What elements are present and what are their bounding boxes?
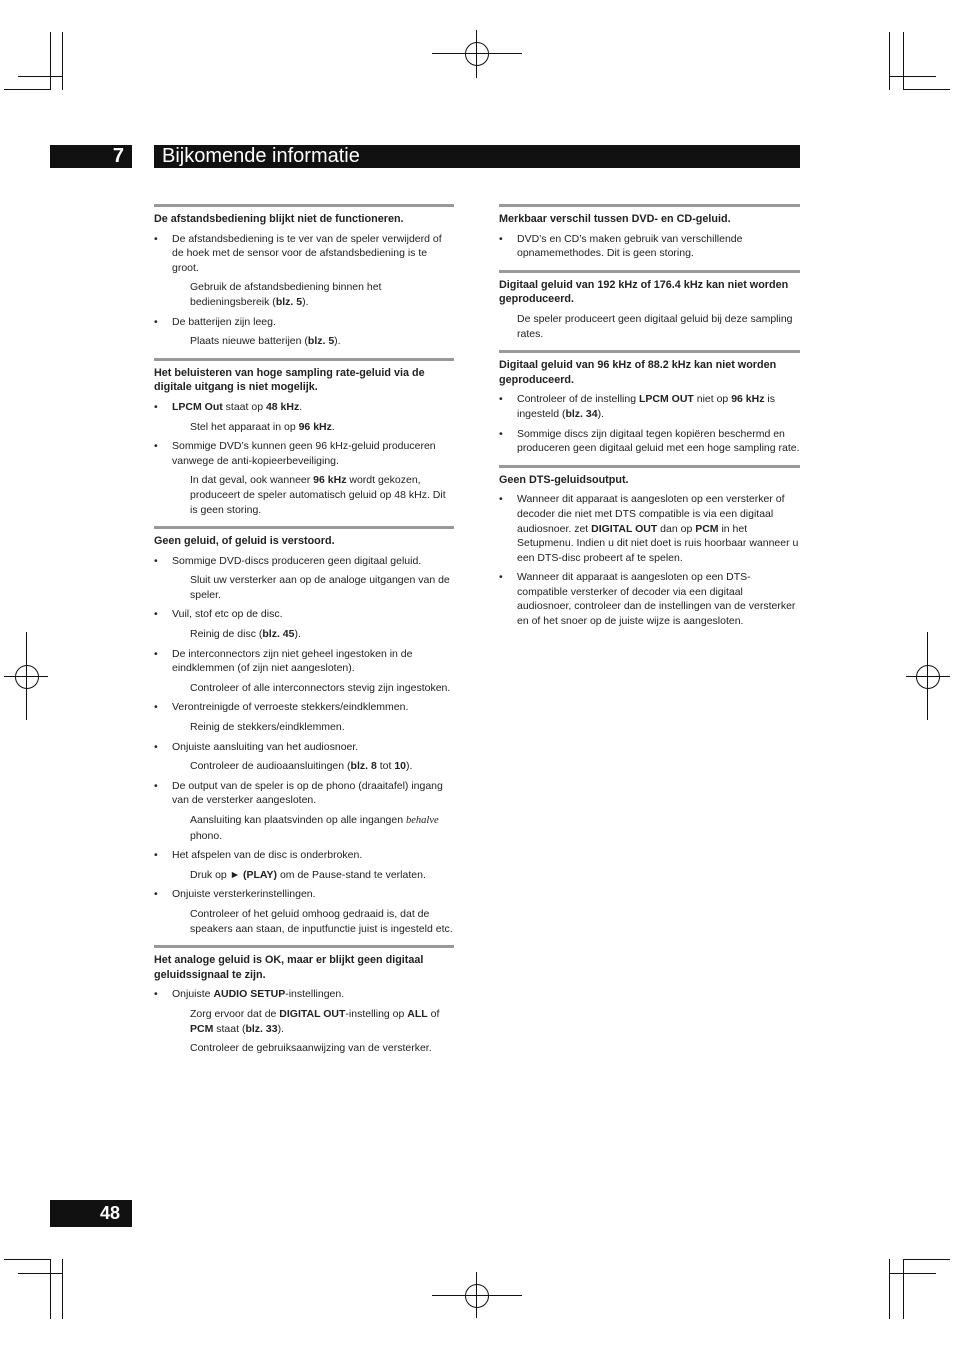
left-column [154,204,454,1065]
list-item: • Onjuiste aansluiting van het audiosnoer. [154,740,454,755]
section-sampling-rate [154,358,454,517]
list-item: • Onjuiste AUDIO SETUP-instellingen. [154,987,454,1002]
chapter-title: Bijkomende informatie [154,145,800,168]
section-heading: Digitaal geluid van 192 kHz of 176.4 kHz kan niet worden geproduceerd. [499,278,789,306]
solution: Controleer of het geluid omhoog gedraaid is, dat de speakers aan staan, de inputfunctie juist is ingesteld etc. [190,907,453,935]
list-item: • DVD’s en CD’s maken gebruik van verschillende opnamemethodes. Dit is geen storing. [499,232,800,261]
solution: Gebruik de afstandsbediening binnen het bedieningsbereik (blz. 5). [190,281,382,308]
section-heading: Het analoge geluid is OK, maar er blijkt geen digitaal geluidssignaal te zijn. [154,954,424,981]
list-item: • Sommige DVD-discs produceren geen digitaal geluid. [154,554,454,569]
section-dts [499,465,800,629]
list-item: • LPCM Out staat op 48 kHz. [154,400,454,415]
list-item: • Wanneer dit apparaat is aangesloten op een DTS-compatible versterker of decoder via een digitaal audiosnoer, controleer dan de instellingen van de versterker en of het snoer op de juiste wijze is aangesloten. [499,570,800,628]
section-heading: Merkbaar verschil tussen DVD- en CD-geluid. [499,213,731,225]
section-96khz [499,350,800,456]
paragraph: De speler produceert geen digitaal geluid bij deze sampling rates. [517,312,793,340]
list-item: • De output van de speler is op de phono (draaitafel) ingang van de versterker aangesloten. [154,779,454,808]
section-no-digital [154,945,454,1056]
list-item: • De interconnectors zijn niet geheel ingestoken in de eindklemmen (of zijn niet aangesloten). [154,647,454,676]
list-item: • Controleer of de instelling LPCM OUT niet op 96 kHz is ingesteld (blz. 34). [499,392,800,421]
page-number: 48 [50,1200,132,1227]
section-heading: Geen geluid, of geluid is verstoord. [154,535,335,548]
list-item: • De batterijen zijn leeg. [154,315,454,330]
solution: Controleer de audioaansluitingen (blz. 8 tot 10). [190,760,413,773]
list-item: • Het afspelen van de disc is onderbroken. [154,848,454,863]
section-192khz [499,270,800,341]
solution: Controleer de gebruiksaanwijzing van de versterker. [190,1042,432,1055]
list-item: • Onjuiste versterkerinstellingen. [154,887,454,902]
section-heading: Digitaal geluid van 96 kHz of 88.2 kHz kan niet worden geproduceerd. [499,359,777,386]
list-item: • Wanneer dit apparaat is aangesloten op een versterker of decoder die niet met DTS compatible is via een digitaal audiosnoer. zet DIGITAL OUT dan op PCM in het Setupmenu. Indien u dit niet doet is ruis hoorbaar wanneer u een DTS-disc probeert af te spelen. [499,492,800,565]
solution: Plaats nieuwe batterijen (blz. 5). [190,335,341,348]
section-dvd-cd [499,204,800,261]
solution: Sluit uw versterker aan op de analoge uitgangen van de speler. [190,574,450,601]
solution: Controleer of alle interconnectors stevig zijn ingestoken. [190,681,451,694]
solution: Stel het apparaat in op 96 kHz. [190,420,335,433]
list-item: • Vuil, stof etc op de disc. [154,607,454,622]
list-item: • De afstandsbediening is te ver van de speler verwijderd of de hoek met de sensor voor de afstandsbediening is te groot. [154,232,454,276]
solution: Reinig de stekkers/eindklemmen. [190,721,345,734]
section-remote [154,204,454,349]
solution: Aansluiting kan plaatsvinden op alle ingangen behalve phono. [190,814,439,842]
list-item: • Verontreinigde of verroeste stekkers/eindklemmen. [154,700,454,715]
list-item: • Sommige DVD’s kunnen geen 96 kHz-geluid produceren vanwege de anti-kopieerbeveiliging. [154,439,454,468]
section-no-sound [154,526,454,936]
solution: In dat geval, ook wanneer 96 kHz wordt gekozen, produceert de speler automatisch geluid op 48 kHz. Dit is geen storing. [190,474,446,516]
chapter-number: 7 [50,145,132,168]
right-column [499,204,800,638]
solution: Zorg ervoor dat de DIGITAL OUT-instelling op ALL of PCM staat (blz. 33). [190,1007,440,1035]
section-heading: Het beluisteren van hoge sampling rate-geluid via de digitale uitgang is niet mogelijk. [154,366,425,394]
section-heading: Geen DTS-geluidsoutput. [499,473,629,486]
solution: Druk op ► (PLAY) om de Pause-stand te verlaten. [190,868,426,881]
solution: Reinig de disc (blz. 45). [190,628,301,641]
section-heading: De afstandsbediening blijkt niet de functioneren. [154,213,404,225]
list-item: • Sommige discs zijn digitaal tegen kopiëren beschermd en produceren geen digitaal geluid met een hoge sampling rate. [499,427,800,456]
